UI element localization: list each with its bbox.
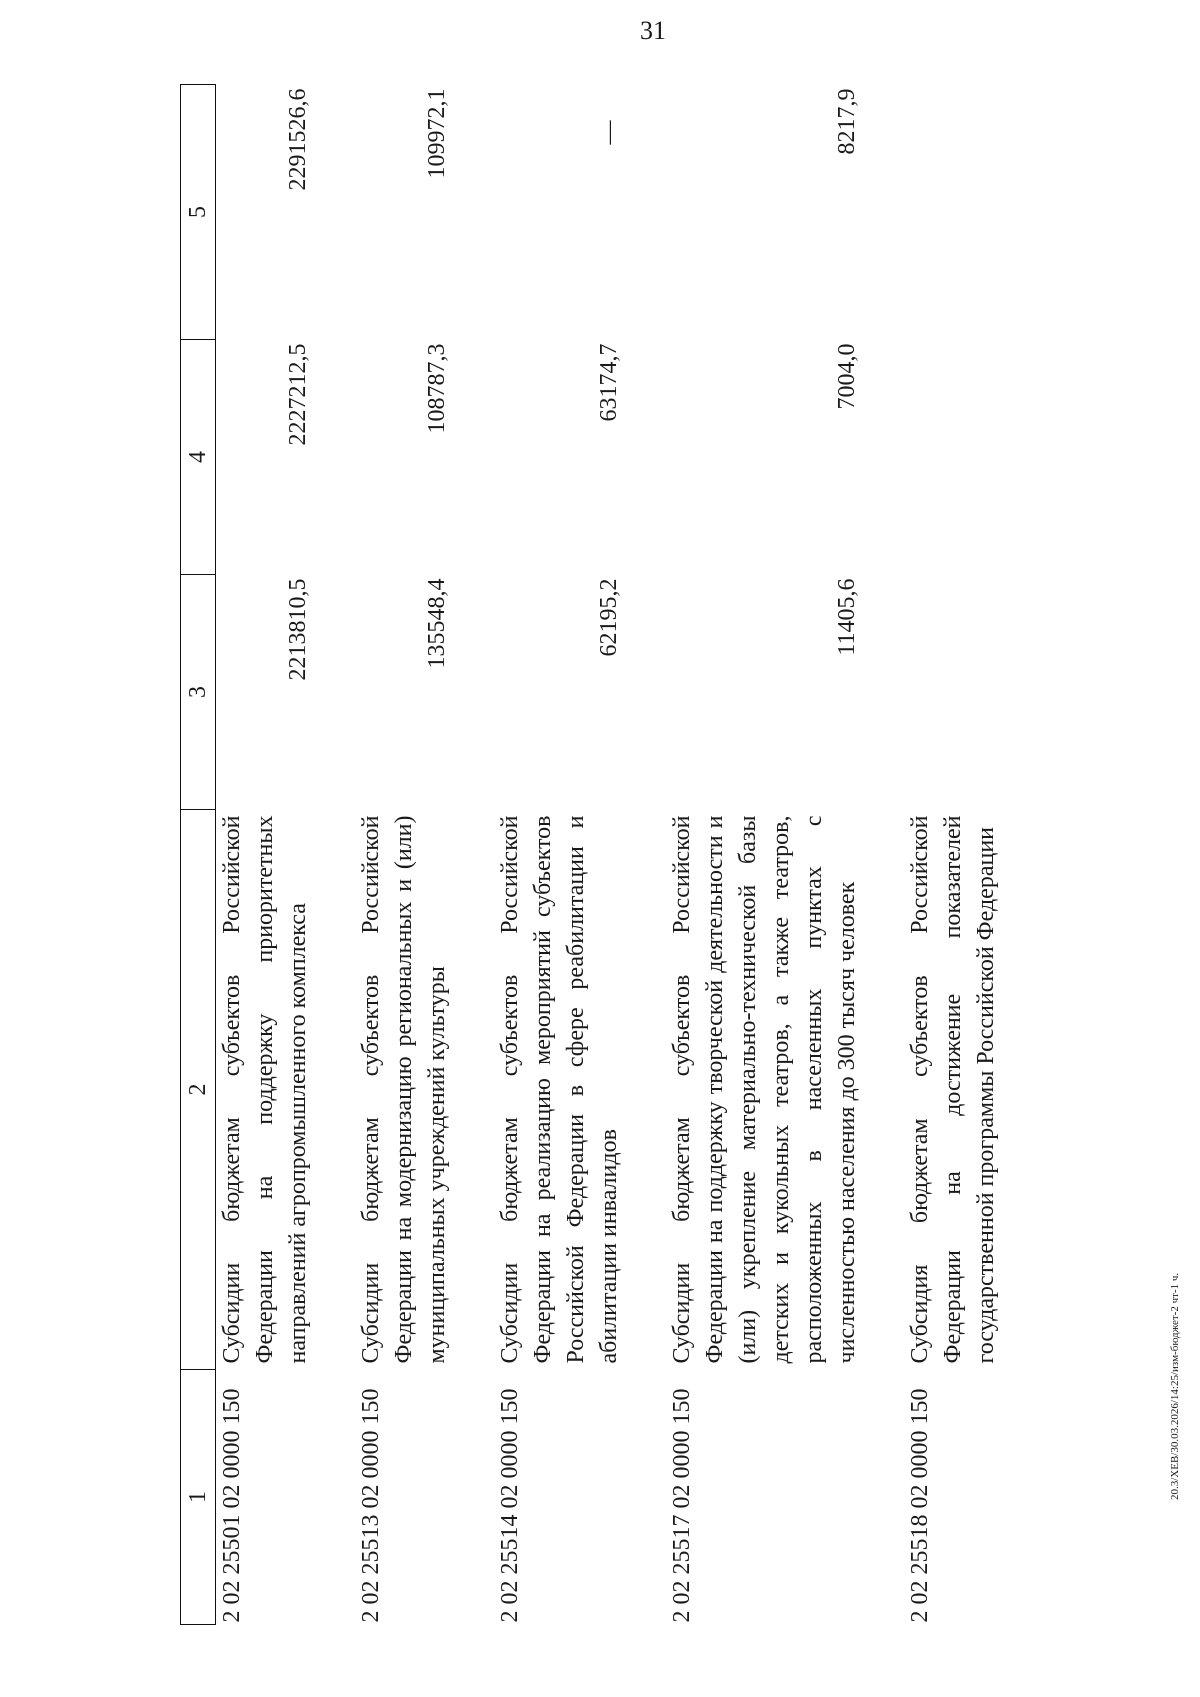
page-number: 31 [640, 16, 666, 45]
budget-table [180, 84, 1003, 1625]
column-header: 2 [181, 810, 216, 1370]
value-col5-cell: 109972,1 [424, 88, 450, 179]
value-col5-cell: 2291526,6 [285, 88, 311, 191]
column-header: 4 [181, 340, 216, 575]
column-header: 1 [181, 1370, 216, 1625]
value-col3-cell: 2213810,5 [285, 578, 311, 681]
rotated-page [180, 85, 1160, 1625]
value-col4-cell: 2227212,5 [285, 343, 311, 446]
description-cell: Субсидии бюджетам субъектов Российской Федерации на поддержку приоритетных направлений агропромышленного комплекса [219, 815, 311, 1364]
value-col4-cell: 63174,7 [596, 343, 622, 422]
budget-code-cell: 2 02 25501 02 0000 150 [219, 1388, 245, 1623]
table-row [666, 85, 904, 1625]
value-col5-cell: — [596, 120, 622, 145]
budget-code-cell: 2 02 25517 02 0000 150 [669, 1388, 695, 1623]
table-row [494, 85, 666, 1625]
budget-code-cell: 2 02 25513 02 0000 150 [358, 1388, 384, 1623]
budget-code-cell: 2 02 25518 02 0000 150 [907, 1388, 933, 1623]
table-header-row [181, 85, 216, 1625]
description-cell: Субсидии бюджетам субъектов Российской Федерации на поддержку творческой деятельности и (или) укрепление материально-технической базы детских и кукольных театров, а также театров, расположенных в населенных пунктах с численностью населения до 300 тысяч человек [669, 815, 860, 1364]
table-row [904, 85, 1003, 1625]
description-cell: Субсидия бюджетам субъектов Российской Федерации на достижение показателей государственной программы Российской Федерации [907, 815, 999, 1364]
description-cell: Субсидии бюджетам субъектов Российской Федерации на реализацию мероприятий субъектов Российской Федерации в сфере реабилитации и абилитации инвалидов [497, 815, 622, 1364]
column-header: 3 [181, 575, 216, 810]
value-col3-cell: 11405,6 [834, 578, 860, 656]
value-col5-cell [904, 85, 1003, 340]
value-col4-cell: 7004,0 [834, 343, 860, 410]
column-header: 5 [181, 85, 216, 340]
value-col4-cell: 108787,3 [424, 343, 450, 434]
value-col3-cell: 62195,2 [596, 578, 622, 657]
table-row [216, 85, 356, 1625]
description-cell: Субсидии бюджетам субъектов Российской Федерации на модернизацию региональных и (или) муниципальных учреждений культуры [358, 815, 450, 1364]
budget-code-cell: 2 02 25514 02 0000 150 [497, 1388, 523, 1623]
value-col5-cell: 8217,9 [834, 88, 860, 155]
table-row [355, 85, 494, 1625]
document-side-code: 20.3/XEB/30.03.2026/14:25/изм-бюджет-2 чт-1 ч. [1169, 1272, 1181, 1500]
value-col3-cell [904, 575, 1003, 810]
value-col3-cell: 135548,4 [424, 578, 450, 669]
value-col4-cell [904, 340, 1003, 575]
